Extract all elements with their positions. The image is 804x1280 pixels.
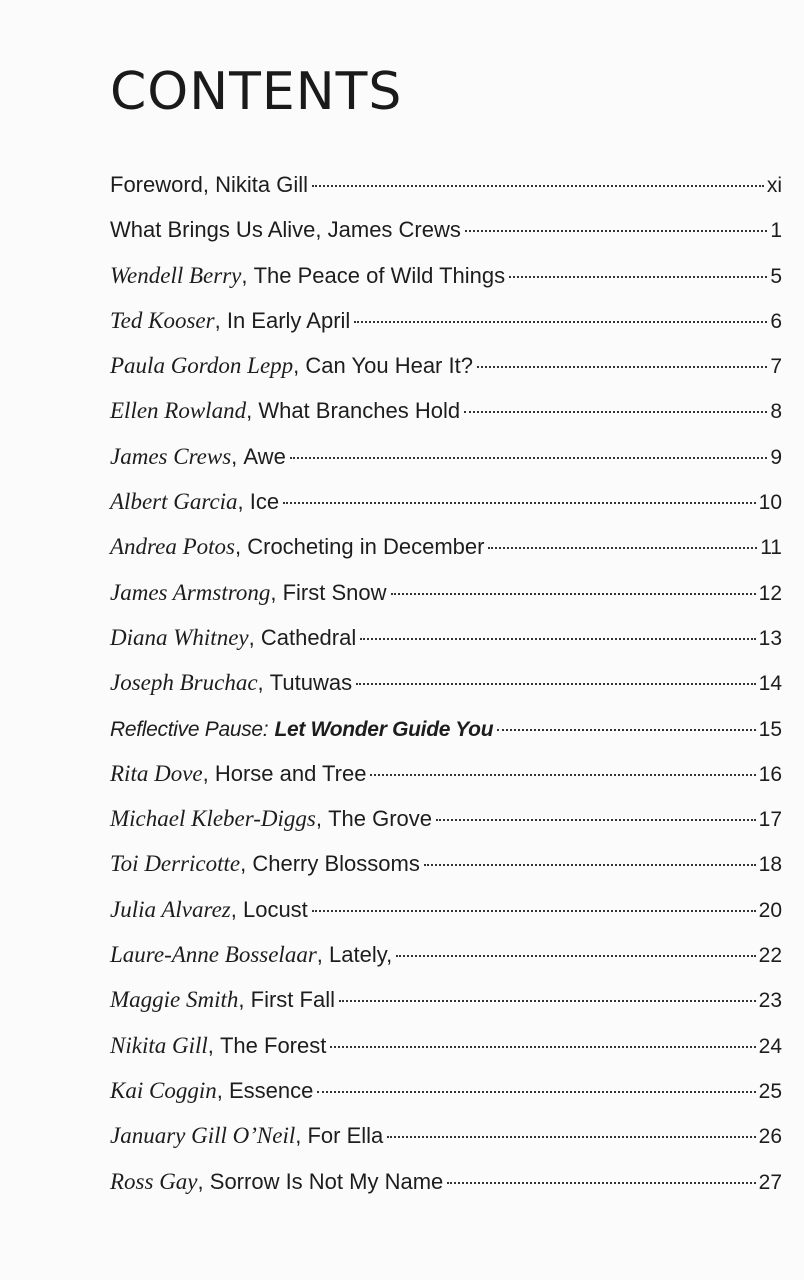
dot-leader [447, 1182, 755, 1184]
toc-entry [110, 1078, 782, 1123]
dot-leader [339, 1000, 756, 1002]
entry-title: First Snow [282, 579, 387, 605]
dot-leader [497, 729, 755, 731]
toc-entry [110, 534, 782, 579]
entry-title: First Fall [250, 987, 335, 1013]
entry-author: Andrea Potos [110, 534, 235, 560]
entry-author: Ross Gay [110, 1168, 198, 1194]
dot-leader [354, 321, 767, 323]
entry-page-number: 11 [760, 536, 782, 560]
entry-separator: , [246, 398, 259, 424]
entry-separator: , [230, 896, 243, 922]
entry-title: Awe [243, 443, 286, 469]
toc-entry [110, 308, 782, 353]
entry-title: Let Wonder Guide You [274, 717, 494, 741]
toc-entry [110, 1033, 782, 1078]
entry-title: What Branches Hold [258, 398, 461, 424]
entry-page-number: 6 [770, 309, 782, 333]
entry-author: Joseph Bruchac [110, 670, 258, 696]
dot-leader [317, 1091, 755, 1093]
entry-separator: , [293, 353, 306, 379]
toc-entry [110, 851, 782, 896]
dot-leader [312, 910, 756, 912]
entry-title: The Forest [219, 1032, 327, 1058]
entry-title: In Early April [226, 307, 351, 333]
dot-leader [391, 593, 756, 595]
dot-leader [465, 230, 767, 232]
dot-leader [290, 457, 768, 459]
entry-separator: , [241, 262, 254, 288]
toc-entry [110, 172, 782, 217]
entry-title: Tutuwas [269, 670, 353, 696]
entry-separator: , [240, 851, 253, 877]
dot-leader [283, 502, 756, 504]
entry-title: Crocheting in December [247, 534, 485, 560]
entry-page-number: 1 [770, 219, 782, 243]
entry-title: Essence [228, 1077, 314, 1103]
dot-leader [312, 185, 764, 187]
entry-separator: , [316, 942, 329, 968]
dot-leader [356, 683, 756, 685]
entry-title: The Grove [328, 806, 433, 832]
entry-page-number: 25 [758, 1079, 782, 1103]
dot-leader [488, 547, 757, 549]
entry-title: Can You Hear It? [305, 353, 473, 379]
entry-author: Rita Dove [110, 760, 203, 786]
dot-leader [387, 1136, 755, 1138]
entry-page-number: 23 [758, 989, 782, 1013]
entry-separator: , [238, 987, 251, 1013]
entry-title: Cherry Blossoms [252, 851, 420, 877]
dot-leader [360, 638, 755, 640]
entry-page-number: 26 [758, 1125, 782, 1149]
entry-page-number: 16 [758, 762, 782, 786]
entry-separator: , [235, 534, 248, 560]
entry-author: Kai Coggin [110, 1077, 217, 1103]
toc-entry [110, 398, 782, 443]
entry-page-number: 20 [758, 898, 782, 922]
toc-entry [110, 489, 782, 534]
toc-entry [110, 1123, 782, 1168]
entry-author: Wendell Berry [110, 262, 242, 288]
section-label: Reflective Pause: [110, 717, 269, 741]
dot-leader [396, 955, 755, 957]
entry-page-number: 12 [758, 581, 782, 605]
toc-entry [110, 625, 782, 670]
entry-separator: , [257, 670, 270, 696]
dot-leader [477, 366, 767, 368]
entry-author: Laure-Anne Bosselaar [110, 942, 317, 968]
entry-title: What Brings Us Alive, James Crews [110, 217, 461, 243]
dot-leader [509, 276, 767, 278]
entry-separator: , [214, 307, 227, 333]
toc-entry [110, 444, 782, 489]
entry-author: Michael Kleber-Diggs [110, 806, 316, 832]
entry-page-number: 15 [758, 717, 782, 741]
toc-entry [110, 353, 782, 398]
entry-page-number: 9 [770, 445, 782, 469]
entry-separator: , [248, 624, 261, 650]
entry-separator: , [237, 489, 250, 515]
entry-page-number: 27 [758, 1170, 782, 1194]
toc-entry [110, 263, 782, 308]
entry-title: Locust [242, 896, 308, 922]
toc-entry [110, 761, 782, 806]
entry-title: For Ella [307, 1123, 384, 1149]
entry-author: Ellen Rowland [110, 398, 247, 424]
entry-title: Lately, [329, 942, 393, 968]
entry-author: James Armstrong [110, 579, 271, 605]
dot-leader [436, 819, 756, 821]
entry-page-number: 8 [770, 400, 782, 424]
entry-separator: , [202, 760, 215, 786]
entry-page-number: 22 [758, 944, 782, 968]
entry-author: Maggie Smith [110, 987, 239, 1013]
dot-leader [330, 1046, 755, 1048]
entry-author: Albert Garcia [110, 489, 238, 515]
entry-author: James Crews [110, 443, 232, 469]
entry-author: Paula Gordon Lepp [110, 353, 294, 379]
entry-separator: , [197, 1168, 210, 1194]
dot-leader [370, 774, 755, 776]
entry-author: Nikita Gill [110, 1032, 208, 1058]
entry-page-number: 7 [770, 355, 782, 379]
entry-title: Foreword, Nikita Gill [110, 172, 309, 197]
entry-title: Sorrow Is Not My Name [209, 1168, 444, 1194]
entry-author: Ted Kooser [110, 307, 215, 333]
entry-page-number: 5 [770, 264, 782, 288]
toc-entry [110, 897, 782, 942]
dot-leader [424, 864, 756, 866]
entry-separator: , [207, 1032, 220, 1058]
entry-separator: , [270, 579, 283, 605]
entry-page-number: 10 [758, 491, 782, 515]
entry-page-number: 17 [758, 808, 782, 832]
toc-entry [110, 942, 782, 987]
entry-page-number: 18 [758, 853, 782, 877]
entry-title: Horse and Tree [214, 760, 367, 786]
page-title: CONTENTS [110, 62, 403, 122]
entry-page-number: 13 [758, 626, 782, 650]
entry-title: The Peace of Wild Things [253, 262, 506, 288]
table-of-contents [110, 172, 782, 1214]
toc-entry [110, 716, 782, 761]
entry-author: Julia Alvarez [110, 896, 231, 922]
toc-entry [110, 217, 782, 262]
entry-page-number: 24 [758, 1034, 782, 1058]
entry-title: Ice [249, 489, 280, 515]
entry-author: January Gill O’Neil [110, 1123, 296, 1149]
entry-page-number: 14 [758, 672, 782, 696]
entry-separator: , [315, 806, 329, 832]
entry-title: Cathedral [260, 624, 357, 650]
entry-separator: , [216, 1077, 229, 1103]
toc-entry [110, 806, 782, 851]
entry-page-number: xi [766, 174, 782, 197]
toc-entry [110, 1169, 782, 1214]
dot-leader [464, 411, 767, 413]
toc-entry [110, 670, 782, 715]
toc-entry [110, 987, 782, 1032]
entry-separator: , [295, 1123, 308, 1149]
entry-author: Diana Whitney [110, 624, 249, 650]
entry-separator: , [231, 443, 244, 469]
toc-entry [110, 580, 782, 625]
entry-author: Toi Derricotte [110, 851, 241, 877]
